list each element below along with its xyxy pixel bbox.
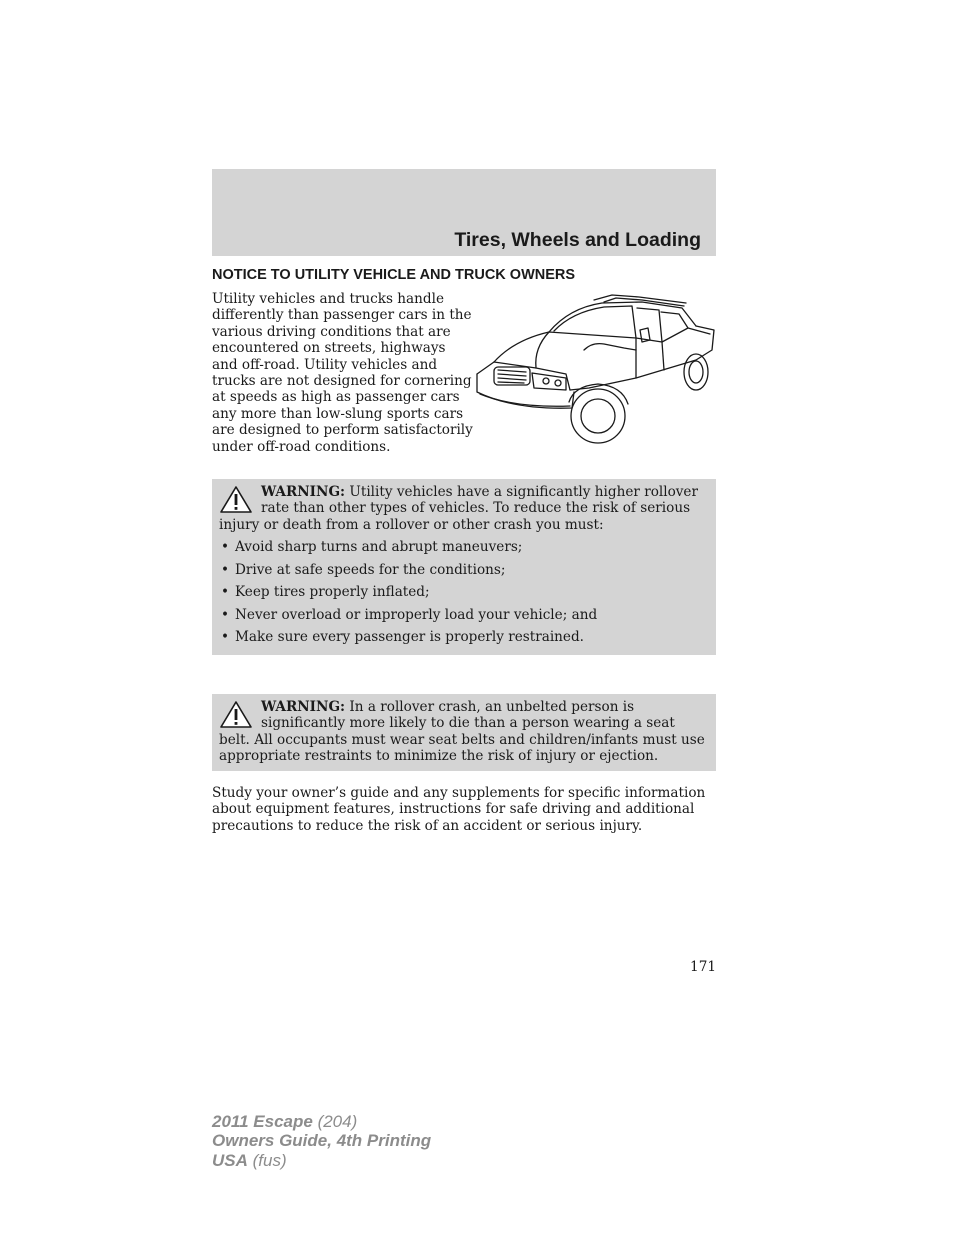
list-item: • Drive at safe speeds for the conditions; — [221, 561, 506, 578]
warning-text — [219, 699, 708, 765]
bullet-text: Drive at safe speeds for the conditions; — [235, 561, 506, 578]
footer-model-code: (204) — [317, 1112, 358, 1131]
intro-paragraph: Utility vehicles and trucks handle differently than passenger cars in the various driving conditions that are encountered on streets, highways and off-road. Utility vehicles and trucks are not designed for cornering at speeds as high as passenger cars any more than low-slung sports cars are designed to perform satisfactorily under off-road conditions. — [212, 291, 473, 455]
closing-paragraph: Study your owner’s guide and any supplements for specific information about equipment features, instructions for safe driving and additional precautions to reduce the risk of an accident or serious injury. — [212, 785, 706, 834]
footer-guide: Owners Guide, 4th Printing — [212, 1131, 432, 1151]
footer-market-code: (fus) — [252, 1150, 287, 1170]
footer-market: USA — [212, 1150, 248, 1170]
warning-bullet-list — [219, 539, 708, 645]
list-item: • Make sure every passenger is properly restrained. — [221, 629, 584, 646]
list-item: • Keep tires properly inflated; — [221, 584, 430, 601]
warning-triangle-icon — [219, 485, 253, 515]
section-heading: NOTICE TO UTILITY VEHICLE AND TRUCK OWNERS — [212, 267, 576, 283]
warning-label: WARNING: — [261, 699, 346, 715]
warning-label: WARNING: — [261, 484, 346, 500]
bullet-text: Avoid sharp turns and abrupt maneuvers; — [235, 539, 523, 556]
rollover-warning-box — [212, 479, 716, 655]
document-footer — [212, 1112, 431, 1170]
warning-triangle-icon — [219, 700, 253, 730]
page-number: 171 — [690, 959, 716, 975]
footer-model: 2011 Escape — [212, 1112, 313, 1131]
warning-body: In a rollover crash, an unbelted person is significantly more likely to die than a person wearing a seat belt. All occupants must wear seat belts and children/infants must use appropriate restraints to minimize the risk of injury or ejection. — [219, 699, 705, 765]
suv-vehicle-illustration — [474, 290, 718, 448]
warning-body: Utility vehicles have a significantly higher rollover rate than other types of vehicles. To reduce the risk of serious injury or death from a rollover or other crash you must: — [219, 484, 698, 533]
bullet-text: Never overload or improperly load your vehicle; and — [235, 606, 598, 623]
seatbelt-warning-box — [212, 694, 716, 771]
chapter-header-band — [212, 169, 716, 256]
list-item: • Avoid sharp turns and abrupt maneuvers; — [221, 539, 523, 556]
warning-text — [219, 484, 708, 533]
list-item: • Never overload or improperly load your vehicle; and — [221, 606, 598, 623]
bullet-text: Keep tires properly inflated; — [235, 584, 430, 601]
chapter-title: Tires, Wheels and Loading — [454, 229, 701, 251]
bullet-text: Make sure every passenger is properly restrained. — [235, 629, 584, 646]
